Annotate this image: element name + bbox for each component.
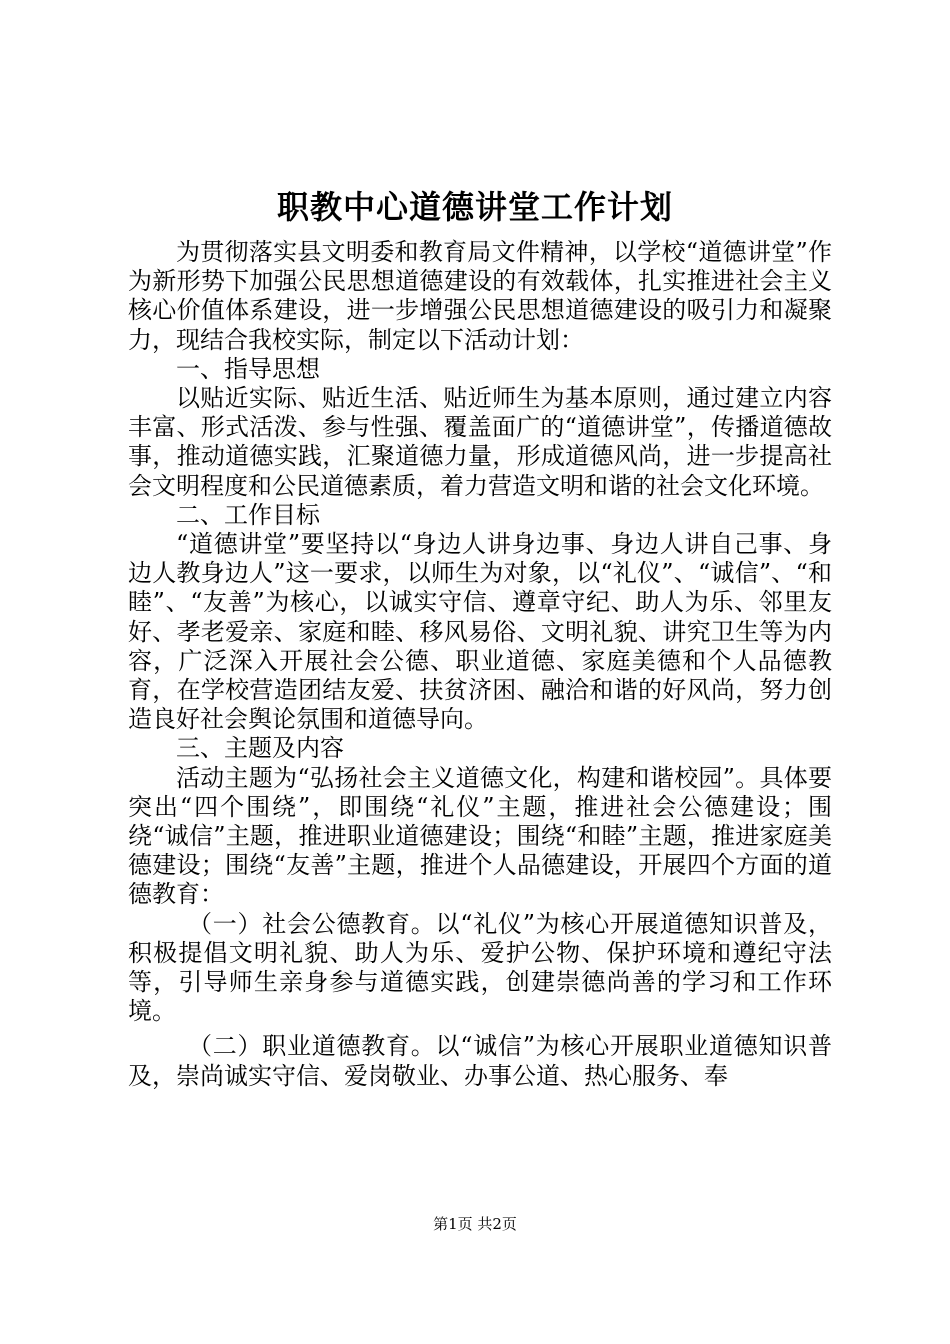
document-title: 职教中心道德讲堂工作计划: [276, 188, 673, 226]
section-heading-guiding-thought: 一、指导思想: [176, 354, 320, 383]
item-professional-ethics: （二）职业道德教育。以“诚信”为核心开展职业道德知识普及，崇尚诚实守信、爱岗敬业、办事公道、热心服务、奉: [128, 1032, 832, 1090]
item-social-ethics: （一）社会公德教育。以“礼仪”为核心开展道德知识普及，积极提倡文明礼貌、助人为乐、爱护公物、保护环境和遵纪守法等，引导师生亲身参与道德实践，创建崇德尚善的学习和工作环境。: [128, 909, 832, 1026]
section-paragraph-theme-content: 活动主题为“弘扬社会主义道德文化，构建和谐校园”。具体要突出“四个围绕”，即围绕“礼仪”主题，推进社会公德建设；围绕“诚信”主题，推进职业道德建设；围绕“和睦”主题，推进家庭美德建设；围绕“友善”主题，推进个人品德建设，开展四个方面的道德教育：: [128, 763, 832, 909]
page-number-footer: 第1页 共2页: [433, 1215, 517, 1233]
intro-paragraph: 为贯彻落实县文明委和教育局文件精神，以学校“道德讲堂”作为新形势下加强公民思想道德建设的有效载体，扎实推进社会主义核心价值体系建设，进一步增强公民思想道德建设的吸引力和凝聚力，现结合我校实际，制定以下活动计划：: [128, 238, 832, 354]
section-heading-work-goals: 二、工作目标: [176, 500, 320, 529]
section-paragraph-work-goals: “道德讲堂”要坚持以“身边人讲身边事、身边人讲自己事、身边人教身边人”这一要求，以师生为对象，以“礼仪”、“诚信”、“和睦”、“友善”为核心，以诚实守信、遵章守纪、助人为乐、邻里友好、孝老爱亲、家庭和睦、移风易俗、文明礼貌、讲究卫生等为内容，广泛深入开展社会公德、职业道德、家庭美德和个人品德教育，在学校营造团结友爱、扶贫济困、融洽和谐的好风尚，努力创造良好社会舆论氛围和道德导向。: [128, 530, 832, 734]
document-body: [128, 238, 832, 1091]
section-paragraph-guiding-thought: 以贴近实际、贴近生活、贴近师生为基本原则，通过建立内容丰富、形式活泼、参与性强、覆盖面广的“道德讲堂”，传播道德故事，推动道德实践，汇聚道德力量，形成道德风尚，进一步提高社会文明程度和公民道德素质，着力营造文明和谐的社会文化环境。: [128, 384, 832, 500]
section-heading-theme-content: 三、主题及内容: [176, 734, 344, 763]
